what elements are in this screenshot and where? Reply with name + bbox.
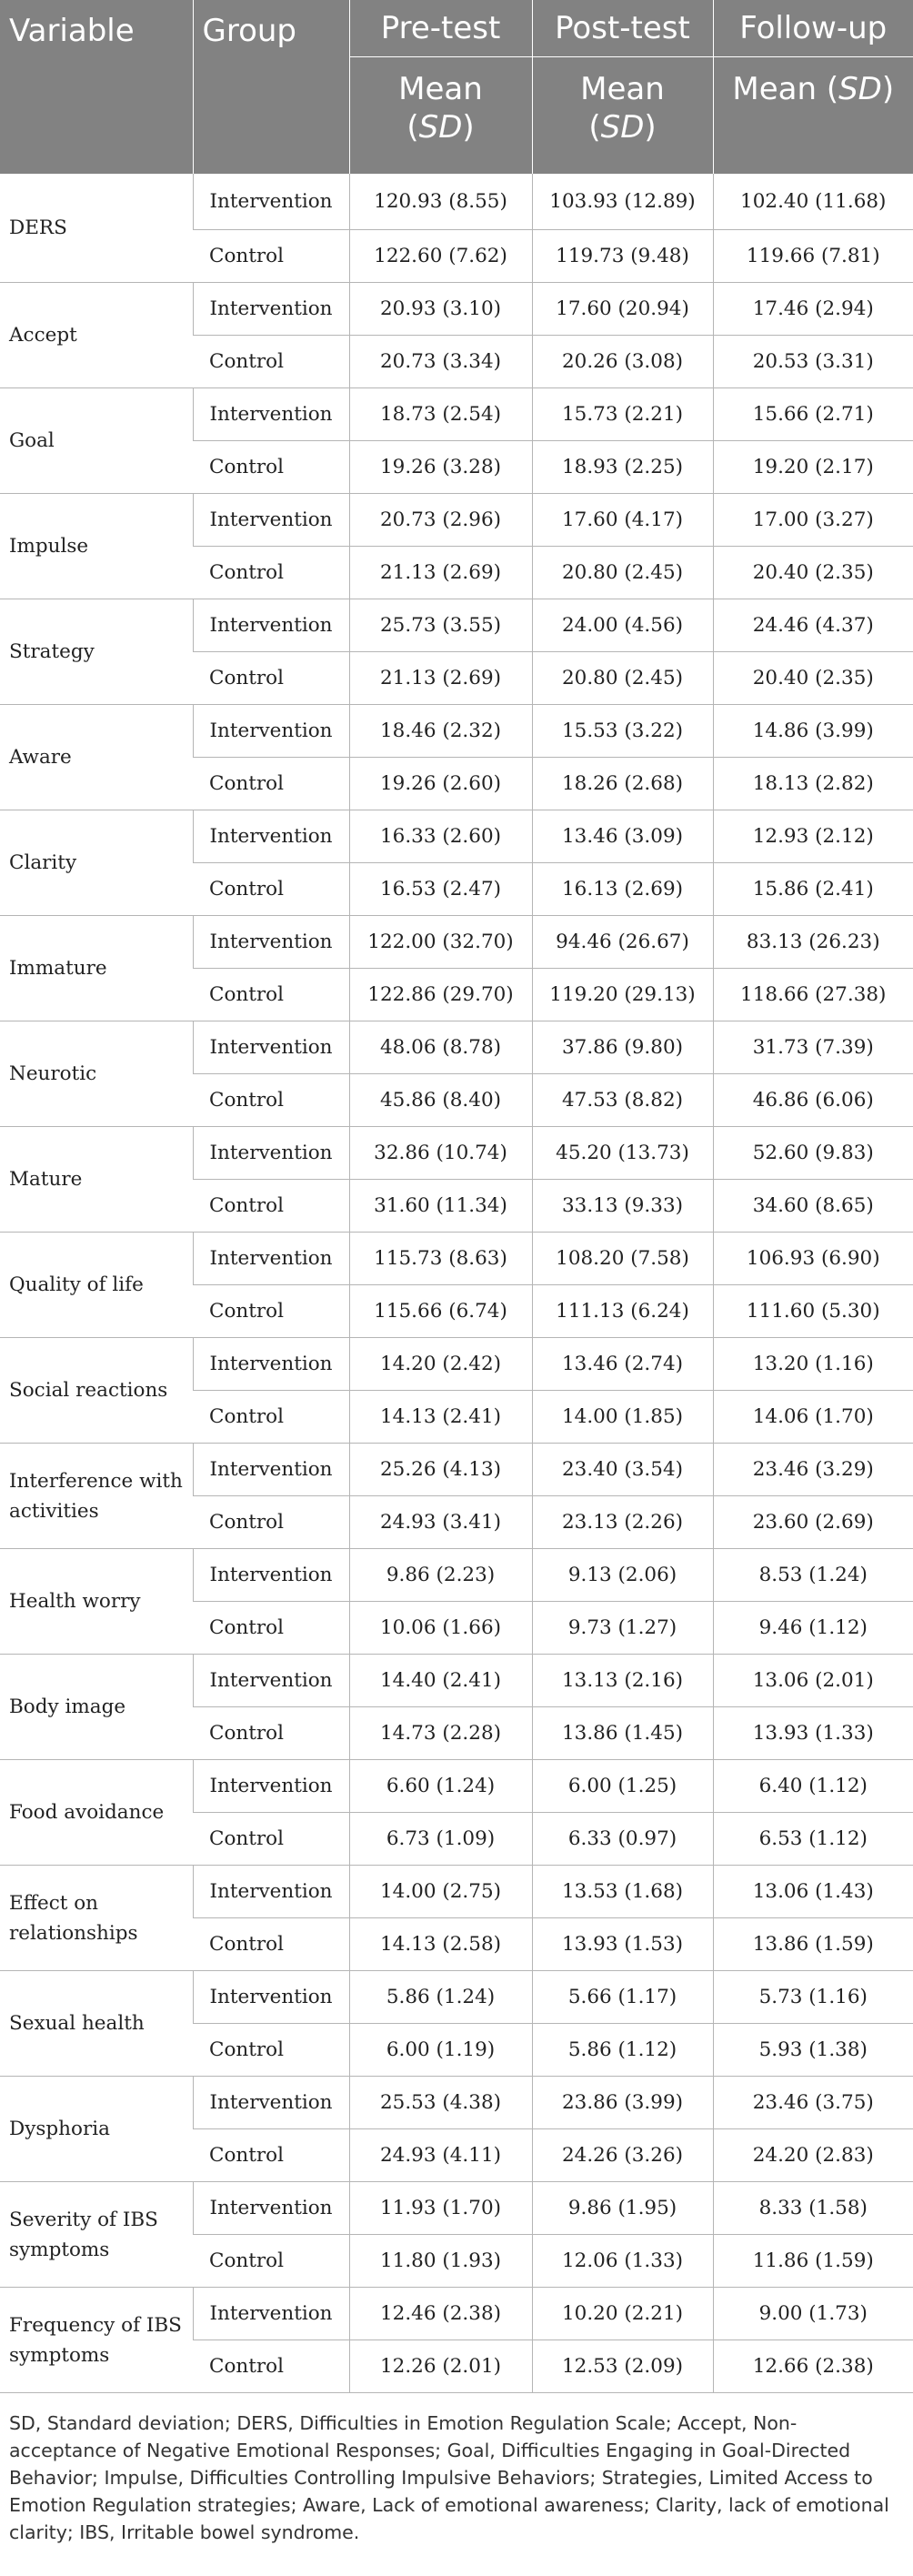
header-post-test: Post-test bbox=[532, 0, 713, 57]
post-test-cell: 18.26 (2.68) bbox=[532, 758, 713, 810]
post-test-cell: 45.20 (13.73) bbox=[532, 1127, 713, 1180]
group-cell: Intervention bbox=[193, 810, 349, 863]
pre-test-cell: 14.13 (2.41) bbox=[349, 1391, 532, 1444]
follow-up-cell: 6.40 (1.12) bbox=[713, 1760, 913, 1813]
follow-up-cell: 13.93 (1.33) bbox=[713, 1707, 913, 1760]
group-cell: Control bbox=[193, 758, 349, 810]
pre-test-cell: 12.26 (2.01) bbox=[349, 2340, 532, 2393]
post-test-cell: 13.93 (1.53) bbox=[532, 1918, 713, 1971]
follow-up-cell: 118.66 (27.38) bbox=[713, 969, 913, 1021]
post-test-cell: 13.46 (2.74) bbox=[532, 1338, 713, 1391]
follow-up-cell: 17.00 (3.27) bbox=[713, 494, 913, 547]
follow-up-cell: 14.86 (3.99) bbox=[713, 705, 913, 758]
post-test-cell: 9.73 (1.27) bbox=[532, 1602, 713, 1655]
pre-test-cell: 9.86 (2.23) bbox=[349, 1549, 532, 1602]
group-cell: Intervention bbox=[193, 283, 349, 336]
pre-test-cell: 6.73 (1.09) bbox=[349, 1813, 532, 1866]
table-row bbox=[0, 1760, 913, 1813]
pre-test-cell: 24.93 (3.41) bbox=[349, 1496, 532, 1549]
post-test-cell: 13.13 (2.16) bbox=[532, 1655, 713, 1707]
group-cell: Control bbox=[193, 1918, 349, 1971]
variable-cell: Health worry bbox=[0, 1549, 193, 1655]
pre-test-cell: 18.73 (2.54) bbox=[349, 388, 532, 441]
pre-test-cell: 20.73 (3.34) bbox=[349, 336, 532, 388]
pre-test-cell: 24.93 (4.11) bbox=[349, 2129, 532, 2182]
follow-up-cell: 6.53 (1.12) bbox=[713, 1813, 913, 1866]
follow-up-cell: 8.53 (1.24) bbox=[713, 1549, 913, 1602]
variable-cell: Social reactions bbox=[0, 1338, 193, 1444]
group-cell: Intervention bbox=[193, 1971, 349, 2024]
table-row bbox=[0, 494, 913, 547]
follow-up-cell: 13.06 (2.01) bbox=[713, 1655, 913, 1707]
group-cell: Control bbox=[193, 1285, 349, 1338]
table-row bbox=[0, 1021, 913, 1074]
group-cell: Control bbox=[193, 1391, 349, 1444]
follow-up-cell: 23.60 (2.69) bbox=[713, 1496, 913, 1549]
variable-cell: Aware bbox=[0, 705, 193, 810]
post-test-cell: 16.13 (2.69) bbox=[532, 863, 713, 916]
follow-up-cell: 13.20 (1.16) bbox=[713, 1338, 913, 1391]
group-cell: Intervention bbox=[193, 174, 349, 230]
follow-up-cell: 14.06 (1.70) bbox=[713, 1391, 913, 1444]
table-row bbox=[0, 599, 913, 652]
table-row bbox=[0, 388, 913, 441]
post-test-cell: 15.73 (2.21) bbox=[532, 388, 713, 441]
follow-up-cell: 9.00 (1.73) bbox=[713, 2288, 913, 2340]
post-test-cell: 18.93 (2.25) bbox=[532, 441, 713, 494]
variable-cell: Food avoidance bbox=[0, 1760, 193, 1866]
follow-up-cell: 12.93 (2.12) bbox=[713, 810, 913, 863]
follow-up-cell: 34.60 (8.65) bbox=[713, 1180, 913, 1233]
header-pre-test: Pre-test bbox=[349, 0, 532, 57]
pre-test-cell: 16.53 (2.47) bbox=[349, 863, 532, 916]
post-test-cell: 23.40 (3.54) bbox=[532, 1444, 713, 1496]
group-cell: Intervention bbox=[193, 2077, 349, 2129]
table-row bbox=[0, 1971, 913, 2024]
variable-cell: Sexual health bbox=[0, 1971, 193, 2077]
table-row bbox=[0, 283, 913, 336]
mean-label: Mean bbox=[580, 71, 665, 107]
pre-test-cell: 32.86 (10.74) bbox=[349, 1127, 532, 1180]
post-test-cell: 9.13 (2.06) bbox=[532, 1549, 713, 1602]
table-row bbox=[0, 2077, 913, 2129]
group-cell: Control bbox=[193, 1602, 349, 1655]
variable-cell: Neurotic bbox=[0, 1021, 193, 1127]
group-cell: Intervention bbox=[193, 1866, 349, 1918]
group-cell: Control bbox=[193, 969, 349, 1021]
follow-up-cell: 11.86 (1.59) bbox=[713, 2235, 913, 2288]
pre-test-cell: 48.06 (8.78) bbox=[349, 1021, 532, 1074]
variable-cell: Severity of IBS symptoms bbox=[0, 2182, 193, 2288]
table-row bbox=[0, 916, 913, 969]
follow-up-cell: 83.13 (26.23) bbox=[713, 916, 913, 969]
pre-test-cell: 19.26 (2.60) bbox=[349, 758, 532, 810]
follow-up-cell: 8.33 (1.58) bbox=[713, 2182, 913, 2235]
post-test-cell: 12.06 (1.33) bbox=[532, 2235, 713, 2288]
follow-up-cell: 46.86 (6.06) bbox=[713, 1074, 913, 1127]
follow-up-cell: 15.86 (2.41) bbox=[713, 863, 913, 916]
table-row bbox=[0, 2288, 913, 2340]
group-cell: Control bbox=[193, 2024, 349, 2077]
post-test-cell: 20.26 (3.08) bbox=[532, 336, 713, 388]
post-test-cell: 94.46 (26.67) bbox=[532, 916, 713, 969]
header-follow-up: Follow-up bbox=[713, 0, 913, 57]
group-cell: Control bbox=[193, 441, 349, 494]
pre-test-cell: 6.00 (1.19) bbox=[349, 2024, 532, 2077]
variable-cell: Quality of life bbox=[0, 1233, 193, 1338]
pre-test-cell: 31.60 (11.34) bbox=[349, 1180, 532, 1233]
pre-test-cell: 122.00 (32.70) bbox=[349, 916, 532, 969]
table-row bbox=[0, 174, 913, 230]
follow-up-cell: 23.46 (3.29) bbox=[713, 1444, 913, 1496]
group-cell: Intervention bbox=[193, 705, 349, 758]
post-test-cell: 47.53 (8.82) bbox=[532, 1074, 713, 1127]
post-test-cell: 13.53 (1.68) bbox=[532, 1866, 713, 1918]
follow-up-cell: 13.86 (1.59) bbox=[713, 1918, 913, 1971]
group-cell: Intervention bbox=[193, 494, 349, 547]
follow-up-cell: 17.46 (2.94) bbox=[713, 283, 913, 336]
group-cell: Intervention bbox=[193, 1021, 349, 1074]
pre-test-cell: 6.60 (1.24) bbox=[349, 1760, 532, 1813]
follow-up-cell: 12.66 (2.38) bbox=[713, 2340, 913, 2393]
variable-cell: Effect on relationships bbox=[0, 1866, 193, 1971]
group-cell: Control bbox=[193, 230, 349, 283]
follow-up-cell: 20.40 (2.35) bbox=[713, 547, 913, 599]
table-row bbox=[0, 1338, 913, 1391]
group-cell: Intervention bbox=[193, 1444, 349, 1496]
pre-test-cell: 19.26 (3.28) bbox=[349, 441, 532, 494]
group-cell: Intervention bbox=[193, 1233, 349, 1285]
pre-test-cell: 122.86 (29.70) bbox=[349, 969, 532, 1021]
follow-up-cell: 52.60 (9.83) bbox=[713, 1127, 913, 1180]
sd-label: SD bbox=[838, 71, 882, 107]
variable-cell: Interference with activities bbox=[0, 1444, 193, 1549]
pre-test-cell: 21.13 (2.69) bbox=[349, 652, 532, 705]
pre-test-cell: 5.86 (1.24) bbox=[349, 1971, 532, 2024]
table-row bbox=[0, 810, 913, 863]
follow-up-cell: 5.93 (1.38) bbox=[713, 2024, 913, 2077]
group-cell: Intervention bbox=[193, 2288, 349, 2340]
post-test-cell: 37.86 (9.80) bbox=[532, 1021, 713, 1074]
table-row bbox=[0, 705, 913, 758]
pre-test-cell: 115.73 (8.63) bbox=[349, 1233, 532, 1285]
pre-test-cell: 10.06 (1.66) bbox=[349, 1602, 532, 1655]
mean-label: Mean bbox=[732, 71, 818, 107]
group-cell: Intervention bbox=[193, 599, 349, 652]
group-cell: Control bbox=[193, 336, 349, 388]
group-cell: Intervention bbox=[193, 1760, 349, 1813]
pre-test-cell: 14.20 (2.42) bbox=[349, 1338, 532, 1391]
group-cell: Intervention bbox=[193, 1127, 349, 1180]
group-cell: Intervention bbox=[193, 1549, 349, 1602]
pre-test-cell: 45.86 (8.40) bbox=[349, 1074, 532, 1127]
post-test-cell: 13.46 (3.09) bbox=[532, 810, 713, 863]
group-cell: Control bbox=[193, 1813, 349, 1866]
post-test-cell: 119.20 (29.13) bbox=[532, 969, 713, 1021]
pre-test-cell: 25.26 (4.13) bbox=[349, 1444, 532, 1496]
post-test-cell: 5.66 (1.17) bbox=[532, 1971, 713, 2024]
table-row bbox=[0, 1866, 913, 1918]
group-cell: Control bbox=[193, 1180, 349, 1233]
variable-cell: Body image bbox=[0, 1655, 193, 1760]
pre-test-cell: 14.73 (2.28) bbox=[349, 1707, 532, 1760]
variable-cell: Mature bbox=[0, 1127, 193, 1233]
follow-up-cell: 15.66 (2.71) bbox=[713, 388, 913, 441]
group-cell: Intervention bbox=[193, 2182, 349, 2235]
post-test-cell: 12.53 (2.09) bbox=[532, 2340, 713, 2393]
follow-up-cell: 9.46 (1.12) bbox=[713, 1602, 913, 1655]
variable-cell: Immature bbox=[0, 916, 193, 1021]
pre-test-cell: 14.13 (2.58) bbox=[349, 1918, 532, 1971]
table-row bbox=[0, 1233, 913, 1285]
variable-cell: Frequency of IBS symptoms bbox=[0, 2288, 193, 2393]
group-cell: Control bbox=[193, 2340, 349, 2393]
follow-up-cell: 20.53 (3.31) bbox=[713, 336, 913, 388]
follow-up-cell: 13.06 (1.43) bbox=[713, 1866, 913, 1918]
pre-test-cell: 25.53 (4.38) bbox=[349, 2077, 532, 2129]
post-test-cell: 23.13 (2.26) bbox=[532, 1496, 713, 1549]
variable-cell: Clarity bbox=[0, 810, 193, 916]
follow-up-cell: 24.20 (2.83) bbox=[713, 2129, 913, 2182]
group-cell: Control bbox=[193, 547, 349, 599]
group-cell: Control bbox=[193, 2235, 349, 2288]
group-cell: Control bbox=[193, 1707, 349, 1760]
pre-test-cell: 20.93 (3.10) bbox=[349, 283, 532, 336]
table-body bbox=[0, 174, 913, 2393]
sd-label: SD bbox=[418, 109, 463, 146]
post-test-cell: 24.26 (3.26) bbox=[532, 2129, 713, 2182]
follow-up-cell: 24.46 (4.37) bbox=[713, 599, 913, 652]
post-test-cell: 33.13 (9.33) bbox=[532, 1180, 713, 1233]
post-test-cell: 13.86 (1.45) bbox=[532, 1707, 713, 1760]
post-test-cell: 17.60 (4.17) bbox=[532, 494, 713, 547]
table-row bbox=[0, 1655, 913, 1707]
follow-up-cell: 31.73 (7.39) bbox=[713, 1021, 913, 1074]
follow-up-cell: 18.13 (2.82) bbox=[713, 758, 913, 810]
group-cell: Control bbox=[193, 1496, 349, 1549]
pre-test-cell: 14.40 (2.41) bbox=[349, 1655, 532, 1707]
header-mean-sd-follow: Mean (SD) bbox=[713, 57, 913, 175]
follow-up-cell: 102.40 (11.68) bbox=[713, 174, 913, 230]
post-test-cell: 14.00 (1.85) bbox=[532, 1391, 713, 1444]
table-header bbox=[0, 0, 913, 174]
group-cell: Control bbox=[193, 2129, 349, 2182]
header-mean-sd-pre: Mean (SD) bbox=[349, 57, 532, 175]
variable-cell: DERS bbox=[0, 174, 193, 283]
follow-up-cell: 119.66 (7.81) bbox=[713, 230, 913, 283]
follow-up-cell: 5.73 (1.16) bbox=[713, 1971, 913, 2024]
group-cell: Control bbox=[193, 652, 349, 705]
table-row bbox=[0, 2182, 913, 2235]
post-test-cell: 103.93 (12.89) bbox=[532, 174, 713, 230]
pre-test-cell: 20.73 (2.96) bbox=[349, 494, 532, 547]
table-footnote: SD, Standard deviation; DERS, Difficulties in Emotion Regulation Scale; Accept, Non-acceptance of Negative Emotional Responses; Goal, Difficulties Engaging in Goal-Directed Behavior; Impulse, Difficulties Controlling Impulsive Behaviors; Strategies, Limited Access to Emotion Regulation strategies; Aware, Lack of emotional awareness; Clarity, lack of emotional clarity; IBS, Irritable bowel syndrome. bbox=[9, 2412, 889, 2543]
group-cell: Intervention bbox=[193, 1338, 349, 1391]
variable-cell: Dysphoria bbox=[0, 2077, 193, 2182]
post-test-cell: 9.86 (1.95) bbox=[532, 2182, 713, 2235]
pre-test-cell: 14.00 (2.75) bbox=[349, 1866, 532, 1918]
follow-up-cell: 106.93 (6.90) bbox=[713, 1233, 913, 1285]
table-row bbox=[0, 1444, 913, 1496]
mean-label: Mean bbox=[398, 71, 483, 107]
group-cell: Intervention bbox=[193, 388, 349, 441]
pre-test-cell: 16.33 (2.60) bbox=[349, 810, 532, 863]
follow-up-cell: 111.60 (5.30) bbox=[713, 1285, 913, 1338]
group-cell: Intervention bbox=[193, 1655, 349, 1707]
table-row bbox=[0, 1549, 913, 1602]
post-test-cell: 119.73 (9.48) bbox=[532, 230, 713, 283]
post-test-cell: 10.20 (2.21) bbox=[532, 2288, 713, 2340]
post-test-cell: 6.00 (1.25) bbox=[532, 1760, 713, 1813]
variable-cell: Goal bbox=[0, 388, 193, 494]
pre-test-cell: 122.60 (7.62) bbox=[349, 230, 532, 283]
group-cell: Control bbox=[193, 1074, 349, 1127]
post-test-cell: 5.86 (1.12) bbox=[532, 2024, 713, 2077]
sd-label: SD bbox=[600, 109, 645, 146]
variable-cell: Accept bbox=[0, 283, 193, 388]
group-cell: Control bbox=[193, 863, 349, 916]
pre-test-cell: 12.46 (2.38) bbox=[349, 2288, 532, 2340]
post-test-cell: 20.80 (2.45) bbox=[532, 547, 713, 599]
variable-cell: Strategy bbox=[0, 599, 193, 705]
pre-test-cell: 11.80 (1.93) bbox=[349, 2235, 532, 2288]
pre-test-cell: 115.66 (6.74) bbox=[349, 1285, 532, 1338]
pre-test-cell: 25.73 (3.55) bbox=[349, 599, 532, 652]
group-cell: Intervention bbox=[193, 916, 349, 969]
follow-up-cell: 23.46 (3.75) bbox=[713, 2077, 913, 2129]
pre-test-cell: 11.93 (1.70) bbox=[349, 2182, 532, 2235]
post-test-cell: 108.20 (7.58) bbox=[532, 1233, 713, 1285]
follow-up-cell: 20.40 (2.35) bbox=[713, 652, 913, 705]
variable-cell: Impulse bbox=[0, 494, 193, 599]
table-row bbox=[0, 1127, 913, 1180]
header-group: Group bbox=[193, 0, 349, 174]
post-test-cell: 15.53 (3.22) bbox=[532, 705, 713, 758]
post-test-cell: 23.86 (3.99) bbox=[532, 2077, 713, 2129]
header-mean-sd-post: Mean (SD) bbox=[532, 57, 713, 175]
post-test-cell: 20.80 (2.45) bbox=[532, 652, 713, 705]
post-test-cell: 17.60 (20.94) bbox=[532, 283, 713, 336]
follow-up-cell: 19.20 (2.17) bbox=[713, 441, 913, 494]
post-test-cell: 111.13 (6.24) bbox=[532, 1285, 713, 1338]
pre-test-cell: 120.93 (8.55) bbox=[349, 174, 532, 230]
pre-test-cell: 21.13 (2.69) bbox=[349, 547, 532, 599]
header-variable: Variable bbox=[0, 0, 193, 174]
pre-test-cell: 18.46 (2.32) bbox=[349, 705, 532, 758]
post-test-cell: 6.33 (0.97) bbox=[532, 1813, 713, 1866]
post-test-cell: 24.00 (4.56) bbox=[532, 599, 713, 652]
